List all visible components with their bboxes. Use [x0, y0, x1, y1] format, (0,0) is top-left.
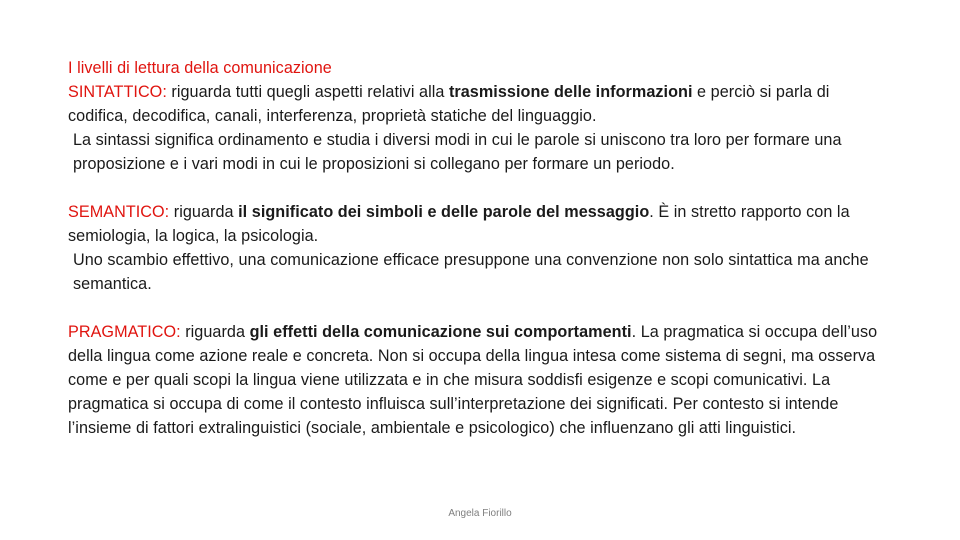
sintattico-paragraph-2: La sintassi significa ordinamento e studia i diversi modi in cui le parole si uniscono tra loro per formare una proposizione e i vari modi in cui le proposizioni si collegano per formare un periodo.: [73, 131, 842, 173]
pragmatico-section: [68, 320, 888, 440]
semantico-paragraph-2: Uno scambio effettivo, una comunicazione efficace presuppone una convenzione non solo sintattica ma anche semantica.: [73, 251, 869, 293]
semantico-label: SEMANTICO:: [68, 203, 170, 221]
sintattico-bold: trasmissione delle informazioni: [448, 83, 693, 101]
sintattico-paragraph: [68, 80, 888, 128]
semantico-paragraph: [68, 200, 888, 248]
semantico-section: [68, 200, 888, 296]
sintattico-text-before: riguarda tutti quegli aspetti relativi alla: [166, 83, 449, 101]
sintattico-section: [68, 56, 888, 176]
pragmatico-label: PRAGMATICO:: [68, 323, 181, 341]
slide-content: [68, 56, 888, 440]
pragmatico-bold: gli effetti della comunicazione sui comportamenti: [249, 323, 632, 341]
semantico-bold: il significato dei simboli e delle parole del messaggio: [238, 203, 650, 221]
semantico-text-after: . È in stretto rapporto con la semiologia, la logica, la psicologia.: [68, 203, 850, 245]
sintattico-text-after: e perciò si parla di codifica, decodifica, canali, interferenza, proprietà statiche del linguaggio.: [68, 83, 830, 125]
pragmatico-text-before: riguarda: [180, 323, 250, 341]
pragmatico-paragraph: [68, 320, 888, 440]
sintattico-label: SINTATTICO:: [68, 83, 167, 101]
slide-footer-author: Angela Fiorillo: [448, 508, 512, 519]
slide-title: I livelli di lettura della comunicazione: [68, 59, 332, 77]
pragmatico-text-after: . La pragmatica si occupa dell’uso della lingua come azione reale e concreta. Non si occupa della lingua intesa come sistema di segni, ma osserva come e per quali scopi la lingua viene utilizzata e in che misura soddisfi esigenze e scopi comunicativi. La pragmatica si occupa di come il contesto influisca sull’interpretazione dei significati. Per contesto si intende l’insieme di fattori extralinguistici (sociale, ambientale e psicologico) che influenzano gli atti linguistici.: [68, 323, 878, 437]
semantico-text-before: riguarda: [169, 203, 239, 221]
